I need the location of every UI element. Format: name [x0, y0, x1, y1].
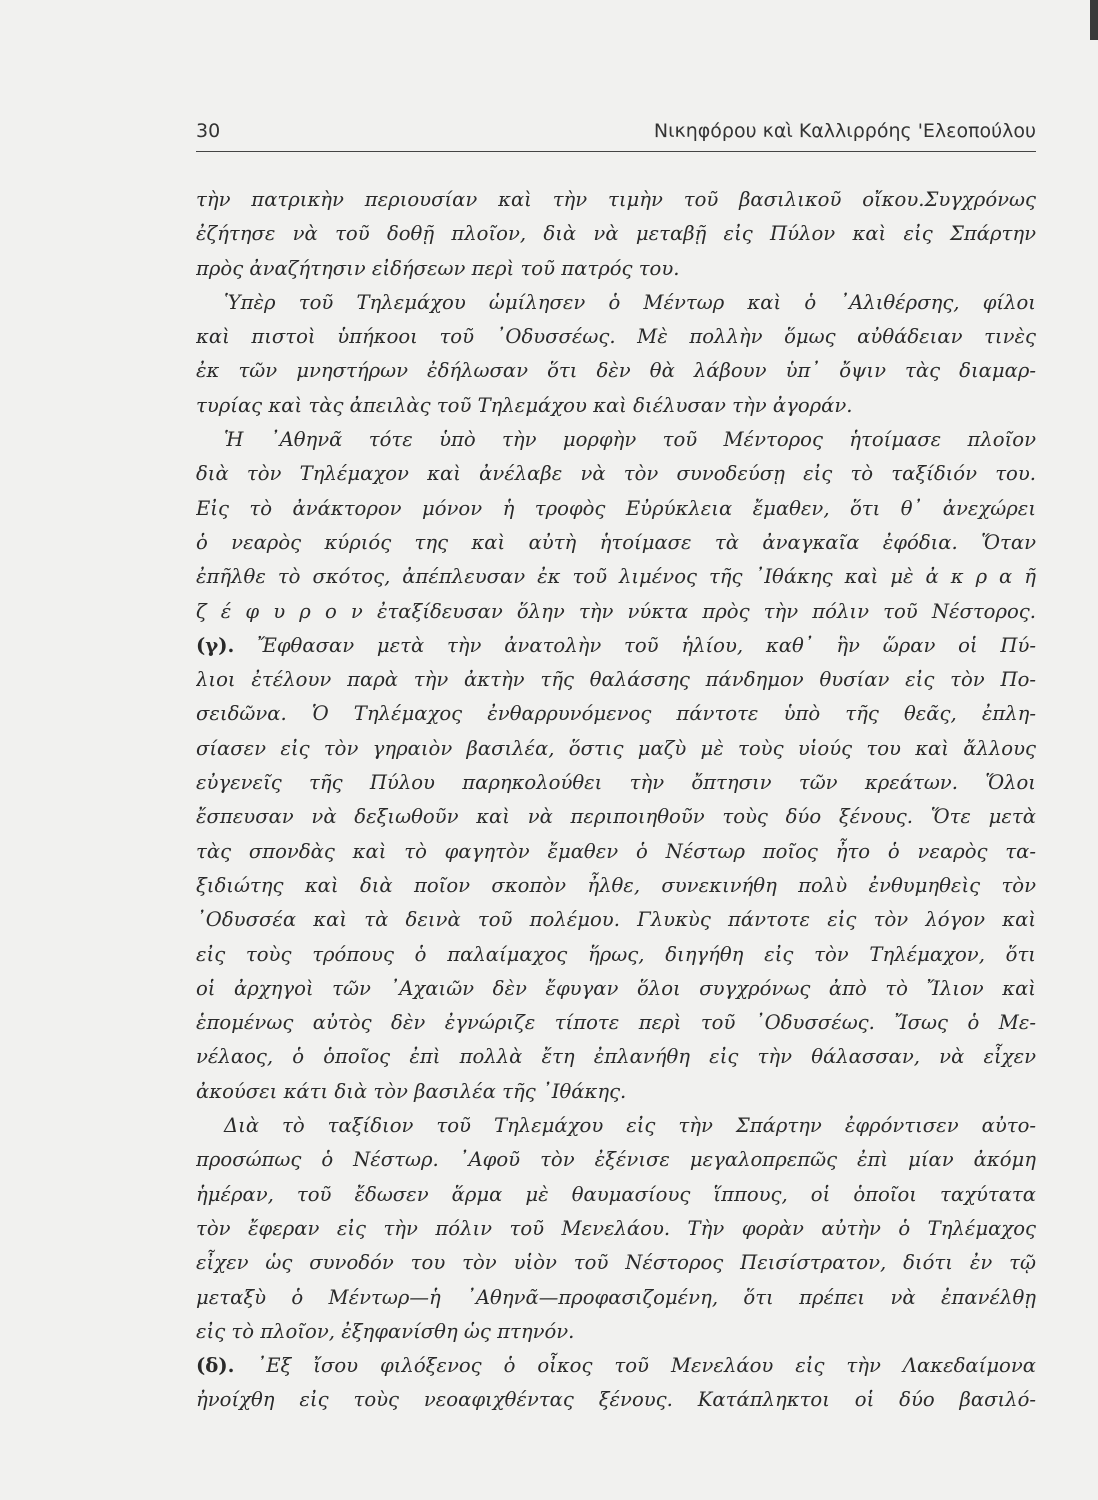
text-line: ἐζήτησε νὰ τοῦ δοθῇ πλοῖον, διὰ νὰ μεταβῇ εἰς Πύλον καὶ εἰς Σπάρτην — [196, 222, 1036, 246]
text-line: τὴν πατρικὴν περιουσίαν καὶ τὴν τιμὴν τοῦ βασιλικοῦ οἴκου.Συγχρόνως — [196, 188, 1036, 211]
text-line: προσώπως ὁ Νέστωρ. ᾿Αφοῦ τὸν ἐξένισε μεγαλοπρεπῶς ἐπὶ μίαν ἀκόμη — [196, 1148, 1036, 1172]
text-line: ᾿Εξ ἴσου φιλόξενος ὁ οἶκος τοῦ Μενελάου εἰς τὴν Λακεδαίμονα — [256, 1354, 1036, 1378]
text-line: ἑπομένως αὐτὸς δὲν ἐγνώριζε τίποτε περὶ τοῦ ᾿Οδυσσέως. Ἴσως ὁ Με- — [196, 1011, 1036, 1035]
text-line: εἰς τοὺς τρόπους ὁ παλαίμαχος ἥρως, διηγήθη εἰς τὸν Τηλέμαχον, ὅτι — [196, 942, 1036, 966]
text-line: τὸν ἔφεραν εἰς τὴν πόλιν τοῦ Μενελάου. Τὴν φορὰν αὐτὴν ὁ Τηλέμαχος — [196, 1216, 1036, 1240]
scan-edge-mark — [1090, 0, 1098, 40]
text-line: εὐγενεῖς τῆς Πύλου παρηκολούθει τὴν ὄπτησιν τῶν κρεάτων. Ὅλοι — [196, 771, 1036, 795]
text-line: ξιδιώτης καὶ διὰ ποῖον σκοπὸν ἦλθε, συνεκινήθη πολὺ ἐνθυμηθεὶς τὸν — [196, 873, 1036, 897]
page-header — [196, 118, 1036, 150]
text-line: Ὑπὲρ τοῦ Τηλεμάχου ὡμίλησεν ὁ Μέντωρ καὶ ὁ ᾿Αλιθέρσης, φίλοι — [224, 290, 1036, 314]
text-line-with-mark — [196, 629, 1036, 663]
text-line: μεταξὺ ὁ Μέντωρ—ἡ ᾿Αθηνᾶ—προφασιζομένη, ὅτι πρέπει νὰ ἐπανέλθῃ — [196, 1285, 1036, 1309]
text-line: Ἡ ᾿Αθηνᾶ τότε ὑπὸ τὴν μορφὴν τοῦ Μέντορος ἡτοίμασε πλοῖον — [224, 428, 1036, 452]
section-mark-delta: (δ). — [196, 1354, 235, 1378]
text-line: διὰ τὸν Τηλέμαχον καὶ ἀνέλαβε νὰ τὸν συνοδεύσῃ εἰς τὸ ταξίδιόν του. — [196, 462, 1036, 486]
section-mark-gamma: (γ). — [196, 633, 235, 657]
text-line: ἐκ τῶν μνηστήρων ἐδήλωσαν ὅτι δὲν θὰ λάβουν ὑπ᾿ ὄψιν τὰς διαμαρ- — [196, 359, 1036, 383]
text-line: σίασεν εἰς τὸν γηραιὸν βασιλέα, ὅστις μαζὺ μὲ τοὺς υἱούς του καὶ ἄλλους — [196, 736, 1036, 760]
text-line: ἐπῆλθε τὸ σκότος, ἀπέπλευσαν ἐκ τοῦ λιμένος τῆς ᾿Ιθάκης καὶ μὲ ἀ κ ρ α ῆ — [196, 565, 1036, 589]
text-line: εἰς τὸ πλοῖον, ἐξηφανίσθη ὡς πτηνόν. — [196, 1319, 575, 1343]
page-number: 30 — [196, 120, 221, 142]
text-line: εἶχεν ὡς συνοδόν του τὸν υἱὸν τοῦ Νέστορος Πεισίστρατον, διότι ἐν τῷ — [196, 1251, 1036, 1275]
text-line: ζ έ φ υ ρ ο ν ἐταξίδευσαν ὅλην τὴν νύκτα πρὸς τὴν πόλιν τοῦ Νέστορος. — [196, 599, 1036, 623]
text-line: καὶ πιστοὶ ὑπήκοοι τοῦ ᾿Οδυσσέως. Μὲ πολλὴν ὅμως αὐθάδειαν τινὲς — [196, 325, 1036, 349]
running-title: Νικηφόρου καὶ Καλλιρρόης 'Ελεοπούλου — [653, 120, 1036, 142]
text-line: οἱ ἀρχηγοὶ τῶν ᾿Αχαιῶν δὲν ἔφυγαν ὅλοι συγχρόνως ἀπὸ τὸ Ἴλιον καὶ — [196, 976, 1036, 1000]
text-line: λιοι ἐτέλουν παρὰ τὴν ἀκτὴν τῆς θαλάσσης πάνδημον θυσίαν εἰς τὸν Πο- — [196, 668, 1036, 692]
text-line: νέλαος, ὁ ὁποῖος ἐπὶ πολλὰ ἔτη ἐπλανήθη εἰς τὴν θάλασσαν, νὰ εἶχεν — [196, 1045, 1036, 1069]
text-line: Εἰς τὸ ἀνάκτορον μόνον ἡ τροφὸς Εὐρύκλεια ἔμαθεν, ὅτι θ᾿ ἀνεχώρει — [196, 496, 1036, 520]
body-text — [196, 183, 1036, 1418]
text-line: ἀκούσει κάτι διὰ τὸν βασιλέα τῆς ᾿Ιθάκης. — [196, 1079, 627, 1103]
text-line: ἠνοίχθη εἰς τοὺς νεοαφιχθέντας ξένους. Κατάπληκτοι οἱ δύο βασιλό- — [196, 1388, 1036, 1412]
text-line: Ἔφθασαν μετὰ τὴν ἀνατολὴν τοῦ ἡλίου, καθ᾿ ἣν ὥραν οἱ Πύ- — [257, 633, 1036, 657]
text-line: ἡμέραν, τοῦ ἔδωσεν ἅρμα μὲ θαυμασίους ἵππους, οἱ ὁποῖοι ταχύτατα — [196, 1182, 1036, 1206]
text-line-with-mark — [196, 1349, 1036, 1383]
text-line: τυρίας καὶ τὰς ἀπειλὰς τοῦ Τηλεμάχου καὶ διέλυσαν τὴν ἀγοράν. — [196, 393, 853, 417]
text-line: πρὸς ἀναζήτησιν εἰδήσεων περὶ τοῦ πατρός του. — [196, 256, 680, 280]
text-line: τὰς σπονδὰς καὶ τὸ φαγητὸν ἔμαθεν ὁ Νέστωρ ποῖος ἦτο ὁ νεαρὸς τα- — [196, 839, 1036, 863]
header-rule — [196, 151, 1036, 152]
text-line: ὁ νεαρὸς κύριός της καὶ αὐτὴ ἡτοίμασε τὰ ἀναγκαῖα ἐφόδια. Ὅταν — [196, 530, 1036, 554]
text-line: ἔσπευσαν νὰ δεξιωθοῦν καὶ νὰ περιποιηθοῦν τοὺς δύο ξένους. Ὅτε μετὰ — [196, 805, 1036, 829]
text-line: Διὰ τὸ ταξίδιον τοῦ Τηλεμάχου εἰς τὴν Σπάρτην ἐφρόντισεν αὐτο- — [224, 1114, 1036, 1138]
text-line: ᾿Οδυσσέα καὶ τὰ δεινὰ τοῦ πολέμου. Γλυκὺς πάντοτε εἰς τὸν λόγον καὶ — [196, 908, 1036, 932]
text-line: σειδῶνα. Ὁ Τηλέμαχος ἐνθαρρυνόμενος πάντοτε ὑπὸ τῆς θεᾶς, ἐπλη- — [196, 702, 1036, 726]
